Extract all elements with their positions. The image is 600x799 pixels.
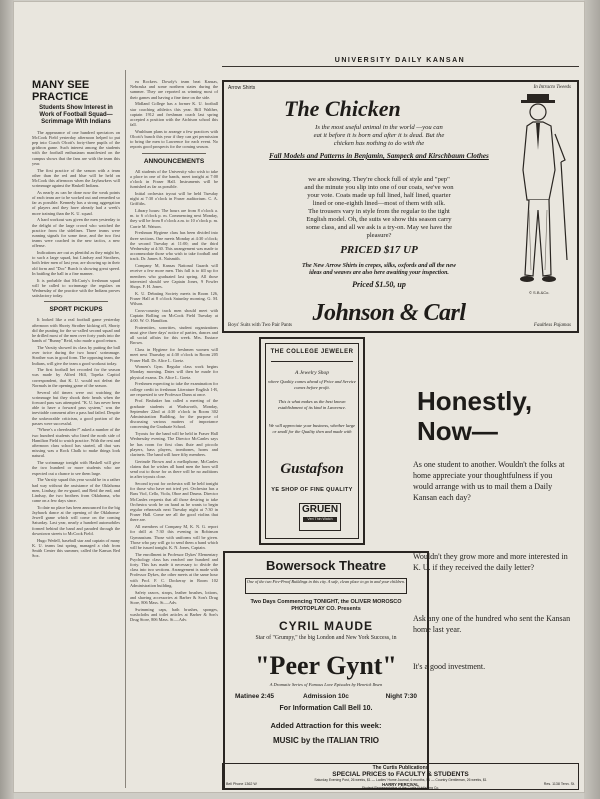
svg-text:© S.B.&Co.: © S.B.&Co.	[529, 290, 550, 295]
announcement: Second tryout for orchestra will be held tonight for those who have not tried yet. Orchestra has a Bass Viol, Cello, Viola, Oboe and Drums. Director McCanles requests that all those desiring to take Orchestra work be on hand as he wants to begin regular rehearsals next Tuesday night at 7:30 in Fraser Hall. Come see all the good violins that there are.	[130, 481, 218, 523]
jeweler-name: THE COLLEGE JEWELER	[270, 349, 354, 355]
masthead-rule	[222, 66, 579, 67]
column-rule	[125, 70, 126, 788]
gentleman-illustration	[509, 90, 569, 320]
ad-line: chicken has nothing to do with the	[333, 140, 425, 147]
ad-line: pleasure?	[366, 232, 392, 239]
paragraph: The Varsity showed its class by putting the ball over twice during the two hours' scrimmage. Strother was in good form. The opposing team, the Indians, will give the team a good workout today.	[32, 344, 120, 366]
announcement: Freshman Hygiene class has been divided into three sections. One meets Monday at 4:30 o'clock; the second Tuesday at 11:00; and the third Wednesday at 4:30. This arrangement was made to accommodate those who wish to take football and track. Dr. James A. Naismith.	[130, 230, 218, 262]
paragraph: The first practice of the season with a team other than the red and blue will be held on McCook this afternoon when the Jayhawkers will scrimmage against the Haskell Indians.	[32, 167, 120, 189]
paragraph: As nearly as can be done now the weak points of each team are to be worked out and remedied so far as possible. Kennedy has a strong aggregation of players and they have already had a week's more training than the K. U. squad.	[32, 189, 120, 216]
gustafson-signature: Gustafson	[280, 461, 344, 477]
two-days: Two Days Commencing TONIGHT, the OLIVER MOROSCO PHOTOPLAY CO. Presents	[250, 599, 402, 612]
announcement: Cross-country track men should meet with Captain Bolling on McCook Field Tuesday at 4:00. W. O. Hamilton.	[130, 307, 218, 324]
this-what: This is what makes us the best known establishment of its kind in Lawrence.	[277, 399, 347, 410]
ad-line: ideas and weaves are also here awaiting your inspection.	[309, 270, 449, 276]
headline: MANY SEE PRACTICE	[32, 79, 90, 103]
masthead: UNIVERSITY DAILY KANSAN	[334, 57, 466, 64]
paragraph: It is probable that McCarty's freshman squad will be called to scrimmage the regulars on Wednesday of the practice with the Indians proves satisfactory today.	[32, 277, 120, 299]
night: Night 7:30	[385, 693, 417, 700]
suit-price: PRICED $17 UP	[340, 244, 418, 256]
paragraph: The appearance of one hundred spectators on McCook Field yesterday afternoon helped to put pep into Coach Olcott's forty-three pupils of the gridiron game. Such interest among the students with the football enthusiasm manifested on the campus shows that the fans are with the team this year.	[32, 129, 120, 166]
ye-shop: YE SHOP OF FINE QUALITY	[271, 487, 353, 493]
announcement: K. U. Debating Society meets in Room 126, Fraser Hall at 8 o'clock Saturday morning. G. M. Wilson.	[130, 290, 218, 307]
gruen-sub: Veri Thin Watch	[303, 517, 337, 522]
gruen-logo	[299, 503, 341, 531]
drama-desc: A Dramatic Series of Famous Love Episodes by Henrick Ibsen	[269, 682, 383, 687]
paragraph: It looked like a real football game yesterday afternoon with Shorty Strother kicking off, Shorty did the punting for the so-called second squad and he drilled most of the men over forty yards into the hands of "Bunny" Reid, who made a good return.	[32, 317, 120, 344]
para: It's a good investment.	[413, 662, 486, 671]
curtis-ad	[222, 763, 579, 790]
curtis-bottom: Student Representative of the Curtis Publishing Co.	[361, 786, 440, 790]
ad-line: we are showing. They're chock full of style and "pep"	[308, 176, 450, 183]
para: Ask any one of the hundred who sent the Kansan home last year.	[413, 614, 571, 634]
ad-line: The New Arrow Shirts in crepes, silks, oxfords and all the new	[302, 263, 456, 269]
boys-suits: Boys' Suits with Two Pair Pants	[228, 323, 292, 328]
ad-line: your vote. Coats made up full lined, half lined, quarter	[307, 192, 451, 199]
middle-column	[130, 79, 218, 789]
tweeds-label: In Intracto Tweeds	[533, 85, 571, 90]
jeweler-ad	[259, 337, 365, 545]
johnson-carl-ad	[222, 80, 579, 333]
announcement: Women's Gym. Regular class work begins Monday morning. Dates will then be made for physical exams. Dr. Alice L. Goetz.	[130, 364, 218, 380]
announcement: Initial orchestra tryout will be held Tuesday night at 7:30 o'clock in Fraser auditorium. C. A. Griffiths.	[130, 190, 218, 207]
announcement: The enrollment in Professor Dykes' Elementary Psychology class has reached one hundred and forty. This has made it necessary to divide the class into two sections. Arrangement is made with Professor Dykes, the other meets at the same hour with Prof. F. C. Dockeray in Room 102 Administration building.	[130, 551, 218, 588]
announcement: Library hours: The hours are from 8 o'clock a. m. to 6 o'clock p. m. Commencing next Monday, they will be from 8 o'clock a.m. to 10 o'clock p. m. Carrie M. Watson.	[130, 208, 218, 229]
store-logo: Johnson & Carl	[312, 300, 466, 326]
paragraph: To date no place has been announced for the big Jayhawk dance at the opening of the Oklahoma-Jewell game which will come on the coming Saturday. Last year, nearly a hundred automobiles formed behind the band and paraded through the downtown streets to McCook Field.	[32, 504, 120, 536]
play-title: "Peer Gynt"	[255, 651, 397, 680]
added: Added Attraction for this week:	[270, 721, 382, 730]
ad-line: and the minute you slip into one of our coats, we've won	[304, 184, 454, 191]
paragraph: Several old timers were out watching the scrimmage but they shook their heads when the forward pass was attempted. "K. U. has never been able to have a forward pass system," was the inevitable comment after a pass had failed. Despite the unfavorable criticism, a good portion of the passes were successful.	[32, 389, 120, 426]
ad-line: English model. Oh, the suits we show this season carry	[306, 216, 452, 223]
paragraph: Indications are out as plentiful as they might be, to such a large squad, but Lindsey and Strothers, both letter men of last year, are showing up in their old form and "Doc" Burch is showing great speed. In battling the ball in a fine manner.	[32, 250, 120, 276]
ad-line: The trousers vary in style from the regular to the tight	[308, 208, 450, 215]
ad-line: Is the most useful animal in the world —you can	[315, 124, 443, 131]
matinee: Matinee 2:45	[235, 693, 275, 700]
curtis-phone: Bell Phone 1362 W	[226, 782, 257, 786]
star-name: CYRIL MAUDE	[278, 619, 374, 633]
gruen-text: GRUEN	[301, 504, 339, 515]
curtis-line1: The Curtis Publications	[372, 765, 429, 771]
theatre-name: Bowersock Theatre	[266, 558, 386, 573]
arrow-shirts-label: Arrow Shirts	[228, 85, 256, 91]
pajamas-label: Faultless Pajamas	[533, 323, 571, 328]
headline-line-1: Honestly,	[417, 386, 533, 416]
announcement: Prof. Brubaker has called a meeting of the graduate students at Wadsworth, Monday, September 22nd at 4:30 o'clock in Room 302 Administration Building, for the purpose of discussing various matters of importance concerning the Graduate School.	[130, 398, 218, 430]
ad-line: lined or one-eighth lined—most of them with silk.	[312, 200, 446, 207]
curtis-line2: SPECIAL PRICES to FACULTY & STUDENTS	[332, 771, 469, 778]
announcement: Gertrude Brown and a mellophone, McCanles claims that he wishes all band men the horn will send out to those for as there will be no auditions in after tryouts close.	[130, 458, 218, 480]
paragraph: The scrimmage tonight with Haskell will give the two hundred or more students who are expected out a chance to see them large.	[32, 460, 120, 476]
paragraph: Hugo Wedell, baseball star and captain of many K. U. teams last spring, managed a club from Smith Center this summer, called the Kansas Red Sox.	[32, 537, 120, 559]
binding-edge	[0, 0, 14, 799]
paragraph: Washburn plans to arrange a few practices with Olcott's bunch this year if they can get permission to bring the men to Lawrence for each event. No reports good prospects for the coming season.	[130, 128, 218, 150]
shop-desc: where Quality comes ahead of Price and Service comes before profit.	[268, 379, 356, 390]
shirt-price: Priced $1.50, up	[352, 280, 406, 289]
divider	[142, 153, 206, 154]
fall-models: Fall Models and Patterns in Benjamin, Sampeck and Kirschbaum Clothes	[269, 152, 489, 160]
announcement: Freshmen expecting to take the examination for college credit in freshman Literature English 1-B, are requested to see Professor Dunn at once.	[130, 381, 218, 397]
announcement: Safety razors, strops, leather brushes, lotions, and shaving accessories at Barber & Son's Drug Store, 806 Mass. St.—Adv.	[130, 589, 218, 605]
para: As one student to another. Wouldn't the folks at home appreciate your thoughtfulness if you would arrange with us to mail them a Daily Kansan each day?	[413, 460, 565, 502]
divider	[271, 361, 353, 362]
paragraph: A hard workout was given the men yesterday to the delight of the large crowd who watched the practice from the sidelines. Three teams were running signals for some time, and the two first teams were coached in the new tactics, a new offense.	[32, 217, 120, 249]
announcement: Swimming caps, bath brushes, sponges, washcloths and toilet articles at Barber & Son's Drug Store, 806 Mass. St.—Adv.	[130, 606, 218, 623]
curtis-name: HARRY PERCIVAL	[382, 782, 419, 787]
announcement: Company M, Kansas National Guards will receive a few more men. This fall is to fill up for members who graduated last spring. All those interested should see Captain Jones, 9 Fowler Shops. F. H. Jones.	[130, 263, 218, 289]
headline-line-2: Now—	[417, 416, 498, 446]
ad-line: eat it before it is born and after it is dead. But the	[313, 132, 445, 139]
curtis-line3: Saturday Evening Post, 26 weeks, $1 — Ladies' Home Journal, 6 months, $1 — Country Gentleman, 26 weeks, $1	[314, 778, 487, 782]
announcement: All members of Company M, K. N. G. report for drill at 7:30 this evening in Robinson Gymnasium. Those with uniforms will be given. Those who pay will go to send them a band which will be issued tonight. K. N. Jones, Captain.	[130, 524, 218, 550]
info: For Information Call Bell 10.	[279, 705, 373, 712]
paragraph: ea Rockers. Dowdy's team beat Kansas, Nebraska and some northern states during the summer. They are reported as winning most of their games and having a fine time on the side.	[130, 79, 218, 100]
appreciate: We will appreciate your business, whether large or small for the Quality then and made with	[268, 423, 356, 434]
curtis-res: Res. 1138 Tenn. St.	[543, 782, 575, 786]
shop-title: A Jewelry Shop	[294, 370, 330, 376]
paragraph: The Varsity squad this year would be in a rather bad way without the assistance of the Oklahoma men, Lindsay, the ex-guard, and Reid the end, and Lindsay, the two brothers from Oklahoma, who came on a few days since.	[32, 477, 120, 504]
subhead: Students Show Interest in Work of Football Squad—Scrimmage With Indians	[39, 105, 113, 126]
paragraph: The first football bet recorded for the season was made by Alfred Hill, Topeka Capitol correspondent, that K. U. would not defeat the Normals in the opening game of the season.	[32, 367, 120, 388]
announcement: Fraternities, sororities, student organizations must give three days' notice of parties, dances and all social affairs for this week. Mrs. Eustace Brown.	[130, 324, 218, 346]
section-heading: SPORT PICKUPS	[49, 306, 103, 314]
page-edge	[584, 0, 600, 799]
ad-title: The Chicken	[284, 96, 401, 121]
announcement: Tryouts for the band will be held in Fraser Hall Wednesday evening. The Director McCanles says he has room for first class flute and piccolo players, bass players, trombones, horns and clarinets. The band will have fifty members.	[130, 431, 218, 457]
paragraph: "Where's a cheerleader?" asked a number of the two hundred students who lined the north side of Hamilton Field to watch practice. With the rest and afternoon class school has started, all that was missing was a Rock Chalk to make things look natural.	[32, 427, 120, 459]
announcement: All students of the University who wish to take a place in one of the bands, meet tonight at 7:00 o'clock in Fraser Hall. Instruments will be furnished as far as possible.	[130, 168, 218, 190]
star-of: Star of "Grumpy," the big London and New York Success, in	[255, 635, 397, 641]
ad-line: some class, and all we ask is a try-on. May we have the	[305, 224, 453, 231]
music: MUSIC by the ITALIAN TRIO	[272, 736, 380, 745]
admission: Admission 10c	[303, 693, 349, 700]
left-column	[32, 79, 120, 789]
headline	[417, 386, 532, 446]
fireproof-box: One of the two Fire-Proof Buildings in this city. A safe, clean place to go in and your children.	[245, 578, 407, 594]
para: Wouldn't they grow more and more interested in K. U. if they received the daily letter?	[413, 552, 568, 572]
divider	[44, 301, 108, 302]
bowersock-ad	[223, 551, 429, 790]
announcement: Class in Hygiene for freshmen women will meet next Thursday at 4:30 o'clock in Room 205 Fraser Hall. Dr. Alice L. Goetz.	[130, 347, 218, 363]
section-heading: ANNOUNCEMENTS	[143, 157, 205, 165]
paragraph: Midland College has a former K. U. football star coaching athletics this year. Bill Walther, captain 1912 and freshman coach last spring accepted a position with the Atchison school this fall.	[130, 101, 218, 128]
